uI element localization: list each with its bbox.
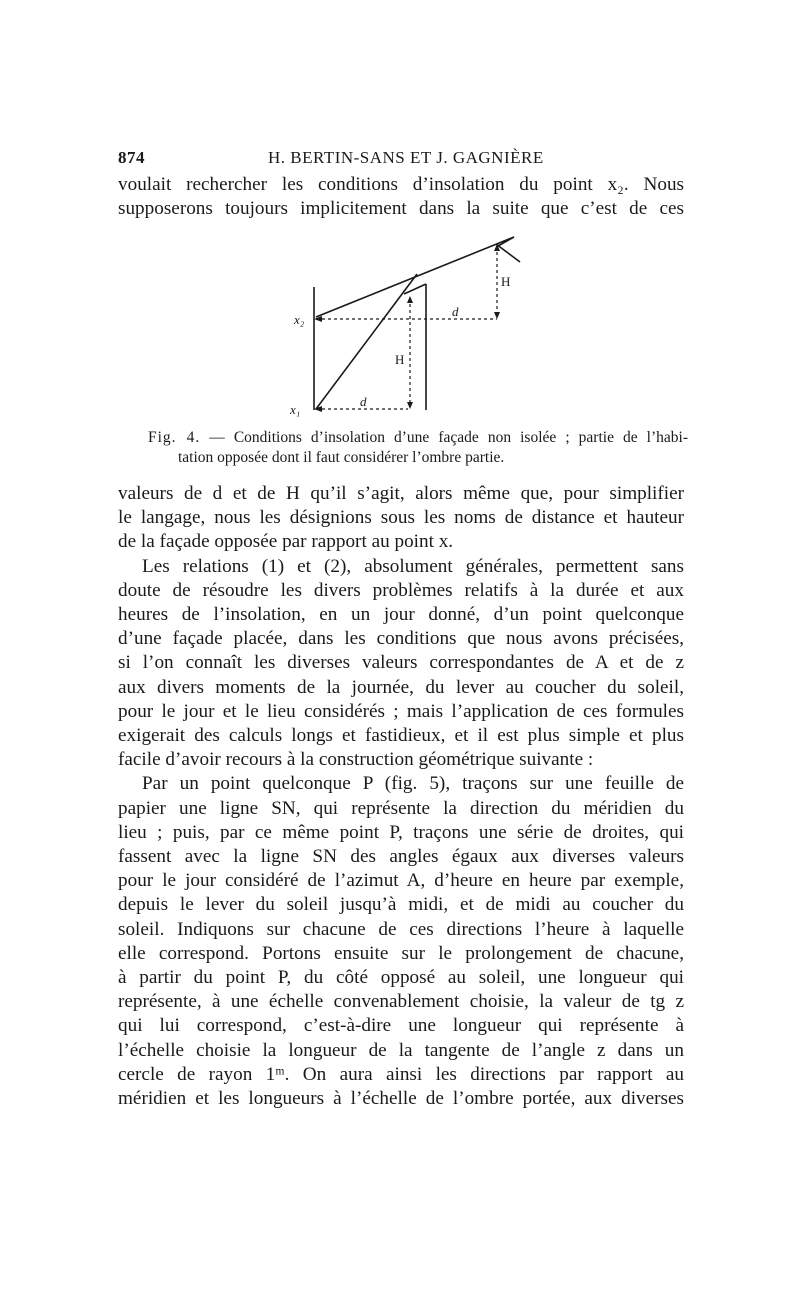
ray-tick — [498, 237, 514, 246]
caption-label: Fig. 4. — [148, 429, 201, 446]
text-line: Par un point quelconque P (fig. 5), traçons sur une feuille de — [142, 773, 684, 795]
label-d-lower: d — [360, 394, 367, 409]
caption-line-1 — [148, 428, 688, 448]
lower-sun-ray — [316, 274, 417, 409]
figure-caption — [148, 428, 688, 468]
text-line: aux divers moments de la journée, du lever au coucher du soleil, — [118, 676, 684, 698]
text-line: heures de l’insolation, en un jour donné, d’un point quelconque — [118, 604, 684, 626]
text-line: doute de résoudre les divers problèmes relatifs à la durée et aux — [118, 579, 684, 601]
text-line: cercle de rayon 1ᵐ. On aura ainsi les directions par rapport au — [118, 1063, 684, 1085]
figure-4-diagram — [280, 232, 530, 422]
page-number: 874 — [118, 148, 145, 167]
text-line: lieu ; puis, par ce même point P, traçons une série de droites, qui — [118, 821, 684, 843]
label-d-upper: d — [452, 304, 459, 319]
label-h-middle: H — [395, 352, 405, 367]
text-line: l’échelle choisie la longueur de la tangente de l’angle z dans un — [118, 1039, 684, 1061]
text-line: elle correspond. Portons ensuite sur le prolongement de chacune, — [118, 942, 684, 964]
arrowhead — [494, 312, 500, 319]
text-line: représente, à une échelle convenablement choisie, la valeur de tg z — [118, 991, 684, 1013]
figure-4 — [280, 232, 530, 422]
text-line: soleil. Indiquons sur chacune de ces directions l’heure à laquelle — [118, 918, 684, 940]
text-line: de la façade opposée par rapport au point x. — [118, 531, 454, 553]
label-x2: x₂ — [294, 312, 305, 327]
header-authors: H. BERTIN-SANS ET J. GAGNIÈRE — [268, 148, 544, 167]
arrowhead — [407, 296, 413, 303]
text-line: valeurs de d et de H qu’il s’agit, alors même que, pour simplifier — [118, 483, 684, 504]
text-line: exigerait des calculs longs et fastidieux, et il est plus simple et plus — [118, 725, 684, 747]
text-line: d’une façade placée, dans les conditions que nous avons précisées, — [118, 628, 684, 650]
main-text — [118, 482, 684, 1111]
caption-line-2: tation opposée dont il faut considérer l’ombre partie. — [178, 449, 505, 466]
label-h-right: H — [501, 274, 511, 289]
text-line: depuis le lever du soleil jusqu’à midi, et de midi au coucher du — [118, 894, 684, 916]
text-line: papier une ligne SN, qui représente la direction du méridien du — [118, 797, 684, 819]
text-line: pour le jour considéré de l’azimut A, d’heure en heure par exemple, — [118, 870, 684, 892]
text-line: fassent avec la ligne SN des angles égaux aux diverses valeurs — [118, 846, 684, 868]
top-paragraph — [118, 173, 684, 221]
arrowhead — [407, 402, 413, 409]
roof-line — [404, 284, 426, 294]
text-line: méridien et les longueurs à l’échelle de l’ombre portée, aux diverses — [118, 1088, 684, 1110]
text-line: qui lui correspond, c’est-à-dire une longueur qui représente à — [118, 1015, 684, 1037]
text-line: à partir du point P, du côté opposé au soleil, une longueur qui — [118, 967, 684, 989]
paragraph-2 — [118, 555, 684, 773]
text-line: pour le jour et le lieu considérés ; mais l’application de ces formules — [118, 700, 684, 722]
text-line: facile d’avoir recours à la construction géométrique suivante : — [118, 749, 594, 771]
text-line: supposerons toujours implicitement dans la suite que c’est de ces — [118, 198, 684, 220]
running-head — [118, 148, 684, 170]
text-line: voulait rechercher les conditions d’insolation du point x₂. Nous — [118, 174, 684, 195]
text-line: le langage, nous les désignions sous les noms de distance et hauteur — [118, 507, 684, 529]
caption-text: — Conditions d’insolation d’une façade non isolée ; partie de l’habi- — [209, 429, 688, 446]
text-line: si l’on connaît les diverses valeurs correspondantes de A et de z — [118, 652, 684, 674]
paragraph-1 — [118, 482, 684, 555]
roof-stroke — [496, 244, 520, 262]
label-x1: x₁ — [290, 402, 301, 417]
text-line: Les relations (1) et (2), absolument générales, permettent sans — [142, 555, 684, 577]
paragraph-3 — [118, 772, 684, 1111]
